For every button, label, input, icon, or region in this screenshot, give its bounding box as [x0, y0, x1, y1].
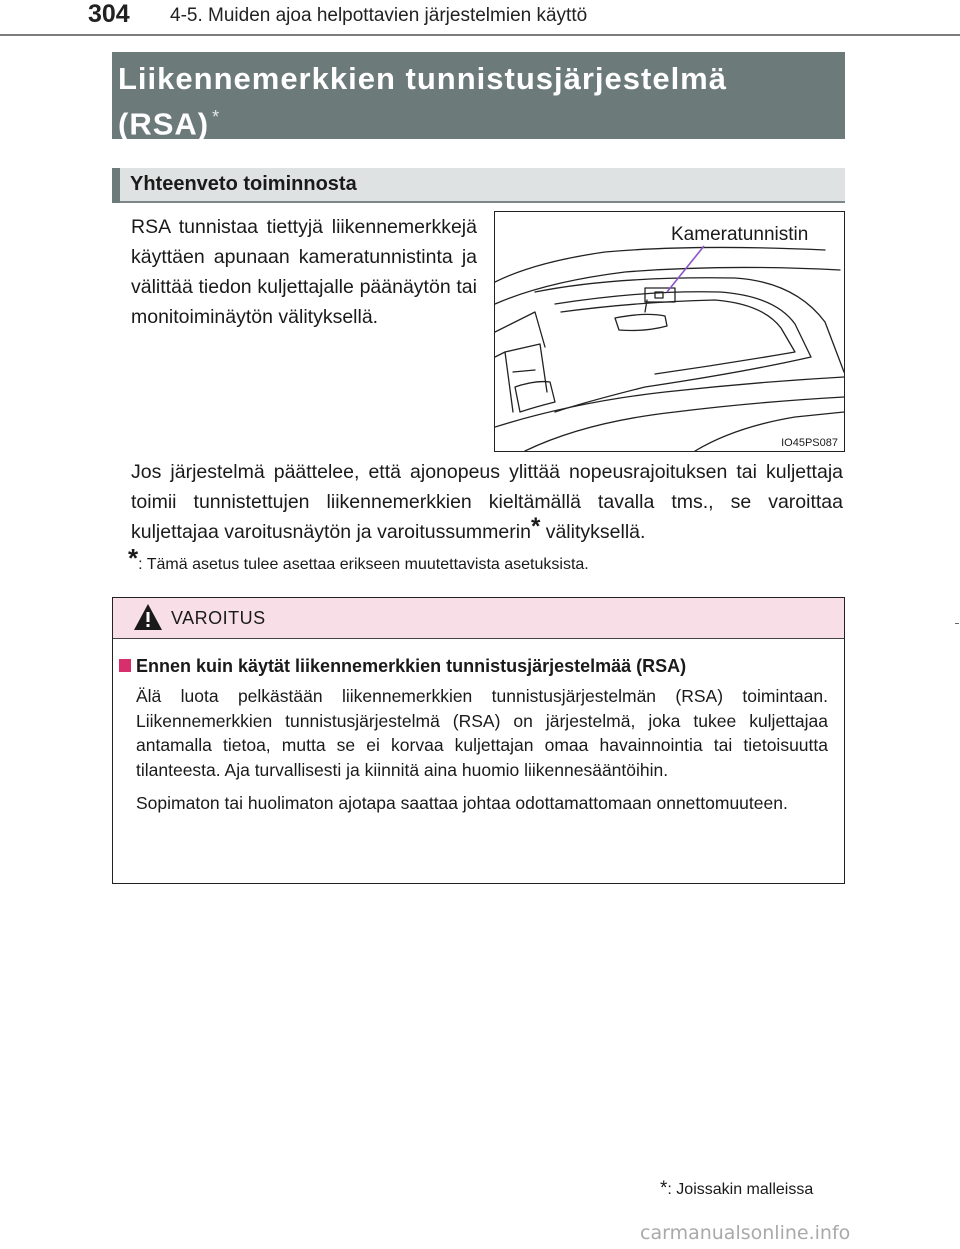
- footnote-star: *: [128, 543, 139, 573]
- subheading: Yhteenveto toiminnosta: [130, 173, 357, 195]
- windshield-illustration: [495, 212, 844, 451]
- intro-paragraph: RSA tunnistaa tiettyjä liikennemerkkejä käyttäen apunaan kameratunnistinta ja välittää tiedon kuljettajalle päänäytön tai monitoiminäytön välityksellä.: [131, 216, 477, 328]
- edge-mark: [955, 623, 959, 624]
- warning-paragraph-1: Älä luota pelkästään liikennemerkkien tunnistusjärjestelmän (RSA) toimintaan. Liikennemerkkien tunnistusjärjestelmä (RSA) on järjestelmä, joka tukee kuljettajaa antamalla tietoa, mutta se ei korvaa kuljettajan omaa havainnointia tai tietoisuutta tilanteesta. Aja turvallisesti ja kiinnitä aina huomio liikennesääntöihin.: [136, 686, 828, 780]
- page-title-line2: (RSA): [118, 106, 210, 142]
- model-note-text: : Joissakin malleissa: [667, 1181, 814, 1198]
- page-number: 304: [88, 0, 130, 28]
- body-paragraph: [131, 457, 843, 547]
- warning-title: VAROITUS: [171, 608, 266, 628]
- subheading-accent: [112, 168, 120, 203]
- warning-triangle-icon: [133, 603, 163, 631]
- page-title: [118, 60, 828, 143]
- body-text-end: välityksellä.: [540, 521, 646, 543]
- subheading-bar: [112, 168, 845, 203]
- warning-heading: Ennen kuin käytät liikennemerkkien tunnistusjärjestelmää (RSA): [136, 656, 687, 676]
- section-title: 4-5. Muiden ajoa helpottavien järjestelmien käyttö: [170, 5, 588, 26]
- warning-header: [113, 598, 844, 639]
- warning-paragraph-2: Sopimaton tai huolimaton ajotapa saattaa johtaa odottamattomaan onnettomuuteen.: [136, 793, 788, 813]
- footnote-text: : Tämä asetus tulee asettaa erikseen muutettavista asetuksista.: [138, 556, 589, 573]
- body-star: *: [530, 513, 541, 540]
- page-title-line1: Liikennemerkkien tunnistusjärjestelmä: [118, 61, 727, 96]
- warning-bullet-square: [119, 659, 131, 672]
- model-note: [660, 1178, 813, 1200]
- footnote: [128, 543, 828, 574]
- header-divider: [0, 34, 960, 36]
- figure-label: Kameratunnistin: [671, 224, 809, 245]
- warning-body: [136, 684, 828, 825]
- body-text: Jos järjestelmä päättelee, että ajonopeus ylittää nopeusrajoituksen tai kuljettaja toimii tunnistettujen liikennemerkkien kieltämällä tavalla tms., se varoittaa kuljettajaa varoitusnäytön ja varoitussummerin: [131, 461, 843, 543]
- figure-code: IO45PS087: [781, 437, 838, 449]
- camera-figure: [494, 211, 845, 452]
- model-note-asterisk: *: [660, 1178, 668, 1199]
- watermark: carmanualsonline.info: [640, 1222, 851, 1244]
- title-asterisk: *: [212, 107, 221, 127]
- title-banner: [112, 52, 845, 142]
- warning-box: [112, 597, 845, 884]
